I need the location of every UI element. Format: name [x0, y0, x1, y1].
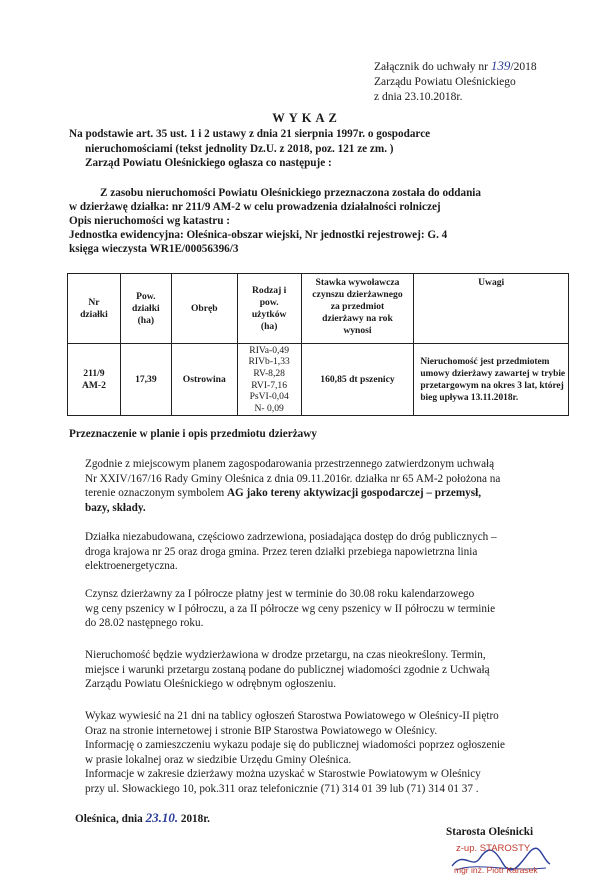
header-resolution-line	[374, 58, 537, 75]
zoning-paragraph	[85, 457, 565, 515]
paragraph-line: bazy, składy.	[85, 501, 146, 514]
paragraph-line: Informacje w zakresie dzierżawy można uzyskać w Starostwie Powiatowym w Oleśnicy	[85, 768, 481, 780]
notes-line: Nieruchomość jest przedmiotem	[420, 356, 550, 367]
paragraph-line: przy ul. Słowackiego 10, pok.311 oraz telefonicznie (71) 314 01 39 lub (71) 314 01 37 .	[85, 782, 479, 795]
zasob-line: Opis nieruchomości wg katastru :	[69, 215, 230, 227]
land-use-item: N- 0,09	[254, 402, 284, 414]
place-date-line	[75, 810, 210, 826]
intro-line: Na podstawie art. 35 ust. 1 i 2 ustawy z dnia 21 sierpnia 1997r. o gospodarce	[69, 128, 431, 140]
parcel-description-paragraph	[85, 530, 565, 574]
section-title: Przeznaczenie w planie i opis przedmiotu dzierżawy	[69, 428, 317, 440]
zasob-line: w dzierżawę działka: nr 211/9 AM-2 w celu prowadzenia działalności rolniczej	[69, 201, 441, 213]
zoning-symbol-bold: AG jako tereny aktywizacji gospodarczej – przemysł,	[226, 487, 482, 499]
header-resolution-suffix: /2018	[510, 61, 537, 73]
property-table	[67, 273, 569, 416]
header-text: Nr	[88, 296, 100, 308]
property-description	[69, 186, 579, 256]
document-title: WYKAZ	[272, 111, 341, 125]
paragraph-line: Zarządu Powiatu Oleśnickiego w odrębnym ogłoszeniu.	[85, 678, 337, 690]
intro-line: Zarząd Powiatu Oleśnickiego ogłasza co następuje :	[85, 157, 332, 169]
header-text: wynosi	[343, 325, 372, 336]
notes-line: przetargowym na okres 3 lat, której	[420, 380, 564, 391]
header-text: użytków	[251, 308, 287, 320]
place-label: Oleśnica, dnia	[75, 813, 146, 825]
attachment-header	[374, 58, 537, 105]
paragraph-line: Nr XXIV/167/16 Rady Gminy Oleśnica z dnia 09.11.2016r. działka nr 65 AM-2 położona na	[85, 472, 501, 485]
header-text: Rodzaj i	[251, 284, 287, 296]
tender-paragraph	[85, 648, 565, 692]
land-use-item: RIVa-0,49	[249, 344, 289, 356]
header-board: Zarządu Powiatu Oleśnickiego	[374, 76, 516, 88]
paragraph-line: Oraz na stronie internetowej i stronie BIP Starostwa Powiatowego w Oleśnicy.	[85, 724, 438, 737]
date-year: 2018r.	[178, 813, 210, 825]
header-notes: Uwagi	[414, 274, 569, 344]
header-text: pow.	[259, 296, 279, 308]
paragraph-line: Wykaz wywiesić na 21 dni na tablicy ogłoszeń Starostwa Powiatowego w Oleśnicy-II piętro	[85, 710, 499, 722]
zasob-line: księga wieczysta WR1E/00056396/3	[69, 243, 239, 255]
header-text: (ha)	[137, 314, 155, 326]
paragraph-line: Informację o zamieszczeniu wykazu podaje się do publicznej wiadomości poprzez ogłoszenie	[85, 739, 505, 751]
text-span: terenie oznaczonym symbolem	[85, 487, 227, 499]
land-use-item: RV-8,28	[253, 367, 285, 379]
rent-payment-paragraph	[85, 587, 565, 631]
intro-line: nieruchomościami (tekst jednolity Dz.U. z 2018, poz. 121 ze zm. )	[85, 142, 394, 155]
paragraph-line: miejsce i warunki przetargu zostaną podane do publicznej wiadomości zgodnie z Uchwałą	[85, 663, 490, 676]
cell-precinct: Ostrowina	[171, 344, 237, 416]
zasob-line: Jednostka ewidencyjna: Oleśnica-obszar wiejski, Nr jednostki rejestrowej: G. 4	[69, 229, 448, 241]
header-area	[120, 274, 171, 344]
paragraph-line: w prasie lokalnej oraz w siedzibie Urzędu Gminy Oleśnica.	[85, 753, 352, 766]
paragraph-line: elektroenergetyczna.	[85, 560, 178, 572]
cell-text: 211/9	[83, 367, 105, 379]
paragraph-line	[85, 486, 565, 501]
cell-land-use	[237, 344, 301, 416]
paragraph-line: do 28.02 następnego roku.	[85, 617, 204, 629]
stamp-line: mgr inż. Piotr Karasek	[454, 865, 538, 875]
header-text: dzierżawy na rok	[322, 313, 393, 324]
cell-notes	[414, 344, 569, 416]
cell-area: 17,39	[120, 344, 171, 416]
table-row	[68, 344, 569, 416]
stamp-line: z-up. STAROSTY	[456, 843, 531, 854]
paragraph-line: Nieruchomość będzie wydzierżawiona w drodze przetargu, na czas nieokreślony. Termin,	[85, 649, 486, 661]
header-text: Pow.	[136, 290, 156, 302]
land-use-item: RIVb-1,33	[248, 356, 290, 368]
header-rent-rate	[301, 274, 414, 344]
notes-line: bieg upływa 13.11.2018r.	[420, 392, 519, 403]
signer-title: Starosta Oleśnicki	[446, 826, 534, 838]
header-text: (ha)	[260, 320, 278, 332]
cell-text: AM-2	[81, 379, 106, 391]
header-text: Stawka wywoławcza	[315, 277, 400, 288]
header-text: za przedmiot	[330, 301, 385, 312]
land-use-item: RVI-7,16	[251, 379, 288, 391]
notes-line: umowy dzierżawy zawartej w trybie	[420, 368, 566, 379]
signature-stamp	[446, 840, 556, 876]
paragraph-line: Zgodnie z miejscowym planem zagospodarowania przestrzennego zatwierdzonym uchwałą	[85, 458, 495, 470]
header-resolution-prefix: Załącznik do uchwały nr	[374, 61, 491, 73]
paragraph-line: droga krajowa nr 25 oraz droga gmina. Przez teren działki przebiega napowietrzna linia	[85, 545, 478, 558]
header-parcel-number	[68, 274, 121, 344]
header-text: działki	[131, 302, 160, 314]
header-text: działki	[80, 308, 108, 320]
intro-paragraph	[69, 127, 569, 171]
header-land-use	[237, 274, 301, 344]
land-use-item: PsVI-0,04	[249, 391, 289, 403]
handwritten-resolution-number: 139	[490, 58, 511, 73]
paragraph-line: wg ceny pszenicy w I półroczu, a za II półrocze wg ceny pszenicy w II półroczu w terminie	[85, 602, 496, 615]
header-precinct: Obręb	[171, 274, 237, 344]
handwritten-date: 23.10.	[145, 810, 179, 825]
paragraph-line: Czynsz dzierżawny za I półrocze płatny jest w terminie do 30.08 roku kalendarzowego	[85, 588, 475, 600]
paragraph-line: Działka niezabudowana, częściowo zadrzewiona, posiadająca dostęp do dróg publicznych –	[85, 531, 497, 543]
header-text: czynszu dzierżawnego	[312, 289, 403, 300]
zasob-line: Z zasobu nieruchomości Powiatu Oleśnickiego przeznaczona została do oddania	[100, 187, 482, 199]
table-header-row	[68, 274, 569, 344]
publication-paragraph	[85, 709, 565, 796]
header-date: z dnia 23.10.2018r.	[374, 91, 463, 103]
cell-parcel-number	[68, 344, 121, 416]
cell-rent-rate: 160,85 dt pszenicy	[301, 344, 414, 416]
